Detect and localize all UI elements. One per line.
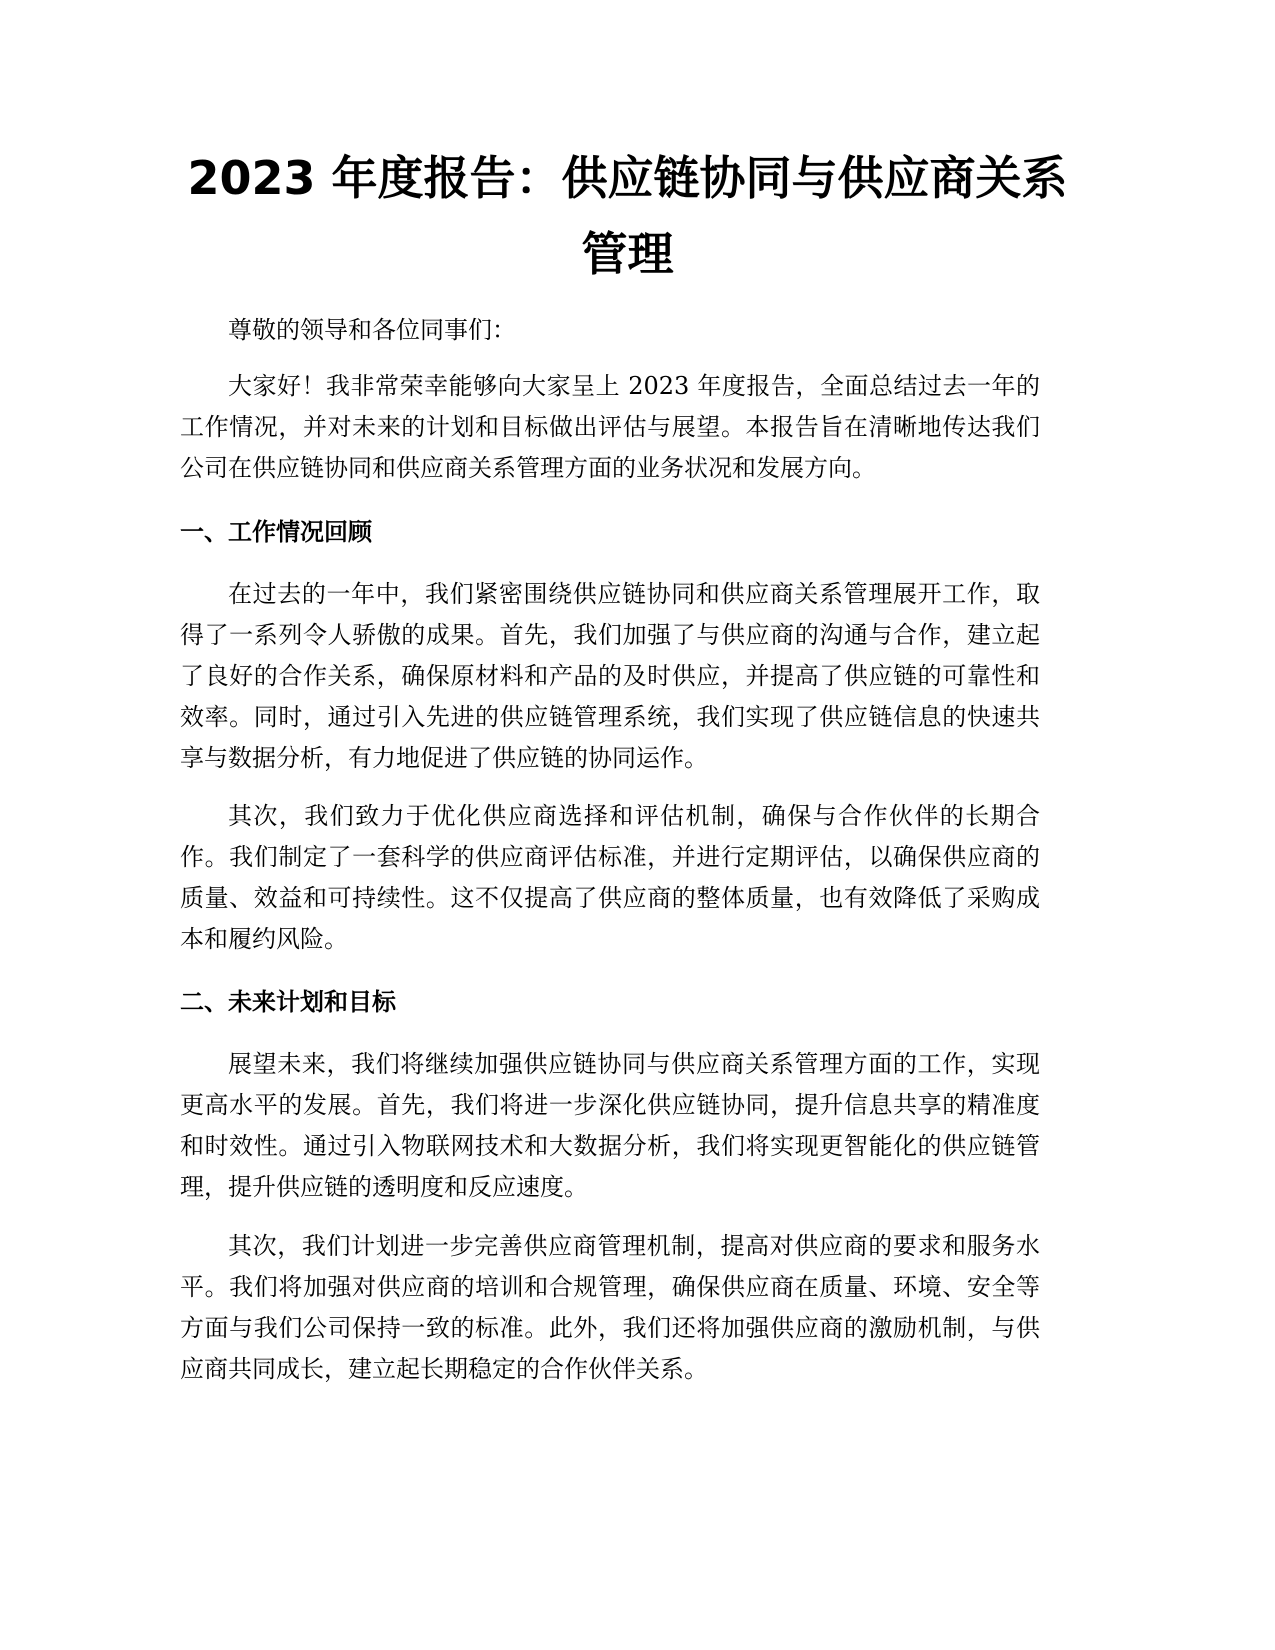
salutation: 尊敬的领导和各位同事们： <box>228 316 516 344</box>
document-title: 2023 年度报告：供应链协同与供应商关系管理 <box>187 151 1068 281</box>
review-paragraph-2: 其次，我们致力于优化供应商选择和评估机制，确保与合作伙伴的长期合作。我们制定了一套科学的供应商评估标准，并进行定期评估，以确保供应商的质量、效益和可持续性。这不仅提高了供应商的整体质量，也有效降低了采购成本和履约风险。 <box>180 802 1040 953</box>
plans-paragraph-1: 展望未来，我们将继续加强供应链协同与供应商关系管理方面的工作，实现更高水平的发展。首先，我们将进一步深化供应链协同，提升信息共享的精准度和时效性。通过引入物联网技术和大数据分析，我们将实现更智能化的供应链管理，提升供应链的透明度和反应速度。 <box>180 1050 1040 1201</box>
plans-paragraph-2: 其次，我们计划进一步完善供应商管理机制，提高对供应商的要求和服务水平。我们将加强对供应商的培训和合规管理，确保供应商在质量、环境、安全等方面与我们公司保持一致的标准。此外，我们还将加强供应商的激励机制，与供应商共同成长，建立起长期稳定的合作伙伴关系。 <box>180 1232 1040 1383</box>
section-heading-plans: 二、未来计划和目标 <box>180 988 396 1016</box>
review-paragraph-1: 在过去的一年中，我们紧密围绕供应链协同和供应商关系管理展开工作，取得了一系列令人骄傲的成果。首先，我们加强了与供应商的沟通与合作，建立起了良好的合作关系，确保原材料和产品的及时供应，并提高了供应链的可靠性和效率。同时，通过引入先进的供应链管理系统，我们实现了供应链信息的快速共享与数据分析，有力地促进了供应链的协同运作。 <box>180 580 1040 772</box>
section-heading-review: 一、工作情况回顾 <box>180 518 372 546</box>
intro-paragraph: 大家好！我非常荣幸能够向大家呈上 2023 年度报告，全面总结过去一年的工作情况，并对未来的计划和目标做出评估与展望。本报告旨在清晰地传达我们公司在供应链协同和供应商关系管理方面的业务状况和发展方向。 <box>180 372 1040 482</box>
